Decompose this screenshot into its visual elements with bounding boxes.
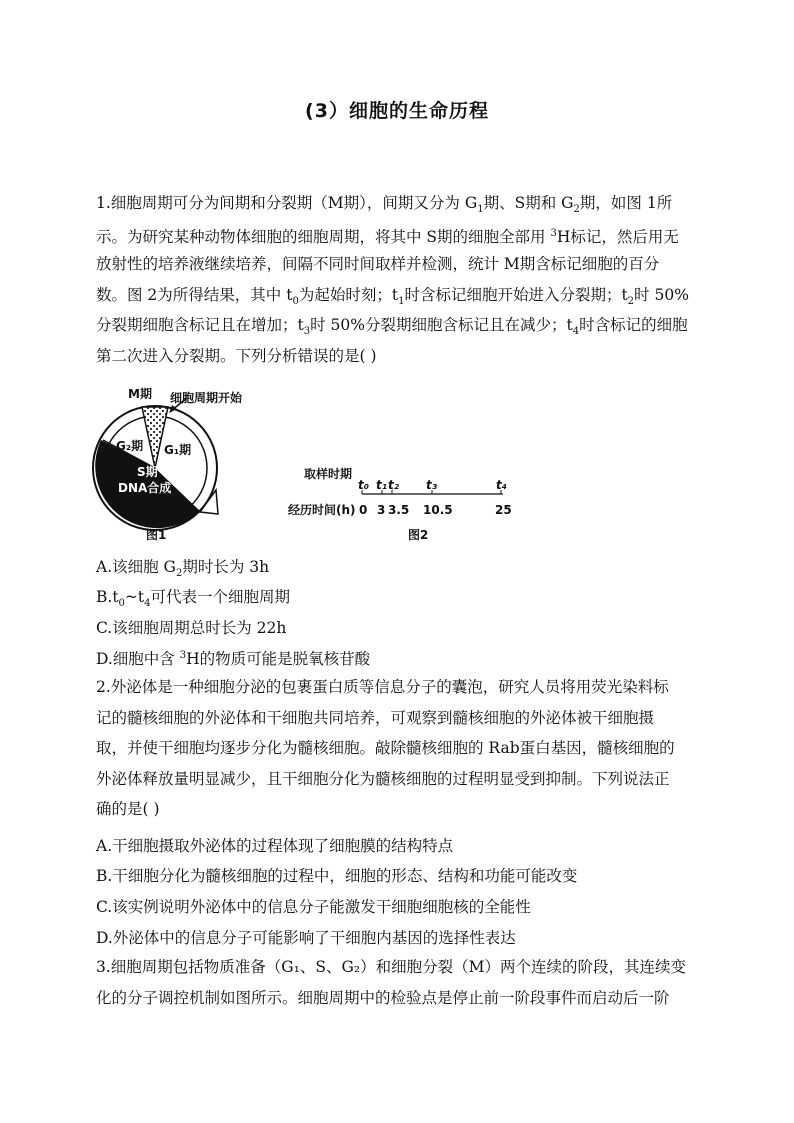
q1-line: 示。为研究某种动物体细胞的细胞周期，将其中 S期的细胞全部用 $^3$H标记，然后用无	[96, 227, 679, 246]
time-value-10-5: 10.5	[423, 503, 453, 517]
question-2-stem	[96, 672, 706, 825]
g2-label: G₂期	[116, 439, 144, 453]
dna-synthesis-label: DNA合成	[118, 481, 172, 495]
t0-label: t₀	[358, 478, 369, 492]
t1-label: t₁	[376, 478, 387, 492]
figure-1-caption: 图1	[146, 528, 167, 542]
q2-line: 确的是( )	[96, 800, 160, 818]
t2-label: t₂	[388, 478, 399, 492]
figure-1-cell-cycle	[92, 382, 272, 542]
q1-option-d[interactable]: D.细胞中含 $^3$H的物质可能是脱氧核苷酸	[96, 649, 371, 668]
m-phase-label: M期	[128, 387, 152, 401]
elapsed-time-label: 经历时间(h)	[288, 503, 356, 517]
g1-label: G₁期	[164, 443, 192, 457]
q3-line: 3.细胞周期包括物质准备（G₁、S、G₂）和细胞分裂（M）两个连续的阶段，其连续变	[96, 958, 686, 976]
q2-line: 外泌体释放量明显减少，且干细胞分化为髓核细胞的过程明显受到抑制。下列说法正	[96, 769, 670, 788]
q2-option-d[interactable]: D.外泌体中的信息分子可能影响了干细胞内基因的选择性表达	[96, 929, 516, 947]
sampling-period-label: 取样时期	[304, 467, 353, 481]
cycle-start-label: 细胞周期开始	[170, 391, 243, 405]
q1-line: 分裂期细胞含标记且在增加；$t_3$时 50%分裂期细胞含标记且在减少；$t_4$时含标记的细胞	[96, 316, 688, 338]
q1-option-c[interactable]: C.该细胞周期总时长为 22h	[96, 619, 287, 637]
time-value-0: 0	[359, 503, 368, 517]
q2-line: 记的髓核细胞的外泌体和干细胞共同培养，可观察到髓核细胞的外泌体被干细胞摄	[96, 708, 655, 727]
t3-label: t₃	[426, 478, 437, 492]
q1-line: 数。图 2为所得结果，其中 $t_0$为起始时刻；$t_1$时含标记细胞开始进入分裂期；$t_2$时 50%	[96, 285, 689, 307]
question-3-stem	[96, 952, 706, 1013]
q1-option-b[interactable]: $B.t_0\sim t_4$可代表一个细胞周期	[96, 588, 291, 610]
figure-2-caption: 图2	[408, 528, 429, 542]
t4-label: t₄	[496, 478, 507, 492]
question-1-stem	[96, 188, 706, 371]
q2-line: 取，并使干细胞均逐步分化为髓核细胞。敲除髓核细胞的 Rab蛋白基因，髓核细胞的	[96, 739, 675, 757]
q1-option-a[interactable]: A.该细胞 $G_2$期时长为 3h	[96, 558, 270, 580]
q1-line: 第二次进入分裂期。下列分析错误的是( )	[96, 346, 377, 365]
time-value-25: 25	[495, 503, 512, 517]
q2-option-b[interactable]: B.干细胞分化为髓核细胞的过程中，细胞的形态、结构和功能可能改变	[96, 867, 578, 885]
q2-option-c[interactable]: C.该实例说明外泌体中的信息分子能激发干细胞细胞核的全能性	[96, 898, 531, 916]
q2-line: 2.外泌体是一种细胞分泌的包裹蛋白质等信息分子的囊泡，研究人员将用荧光染料标	[96, 678, 669, 696]
q2-option-a[interactable]: A.干细胞摄取外泌体的过程体现了细胞膜的结构特点	[96, 837, 454, 855]
q1-line: 1.细胞周期可分为间期和分裂期（M期），间期又分为 $G_1$期、S期和 $G_2$期，如图 1所	[96, 194, 673, 216]
page-title: (3）细胞的生命历程	[305, 100, 489, 122]
q1-line: 放射性的培养液继续培养，间隔不同时间取样并检测，统计 M期含标记细胞的百分	[96, 255, 660, 273]
time-value-3-5: 3.5	[388, 503, 410, 517]
q3-line: 化的分子调控机制如图所示。细胞周期中的检验点是停止前一阶段事件而启动后一阶	[96, 988, 670, 1007]
s-phase-label: S期	[137, 465, 158, 479]
figure-2-timeline	[288, 464, 526, 544]
time-value-3: 3	[377, 503, 386, 517]
